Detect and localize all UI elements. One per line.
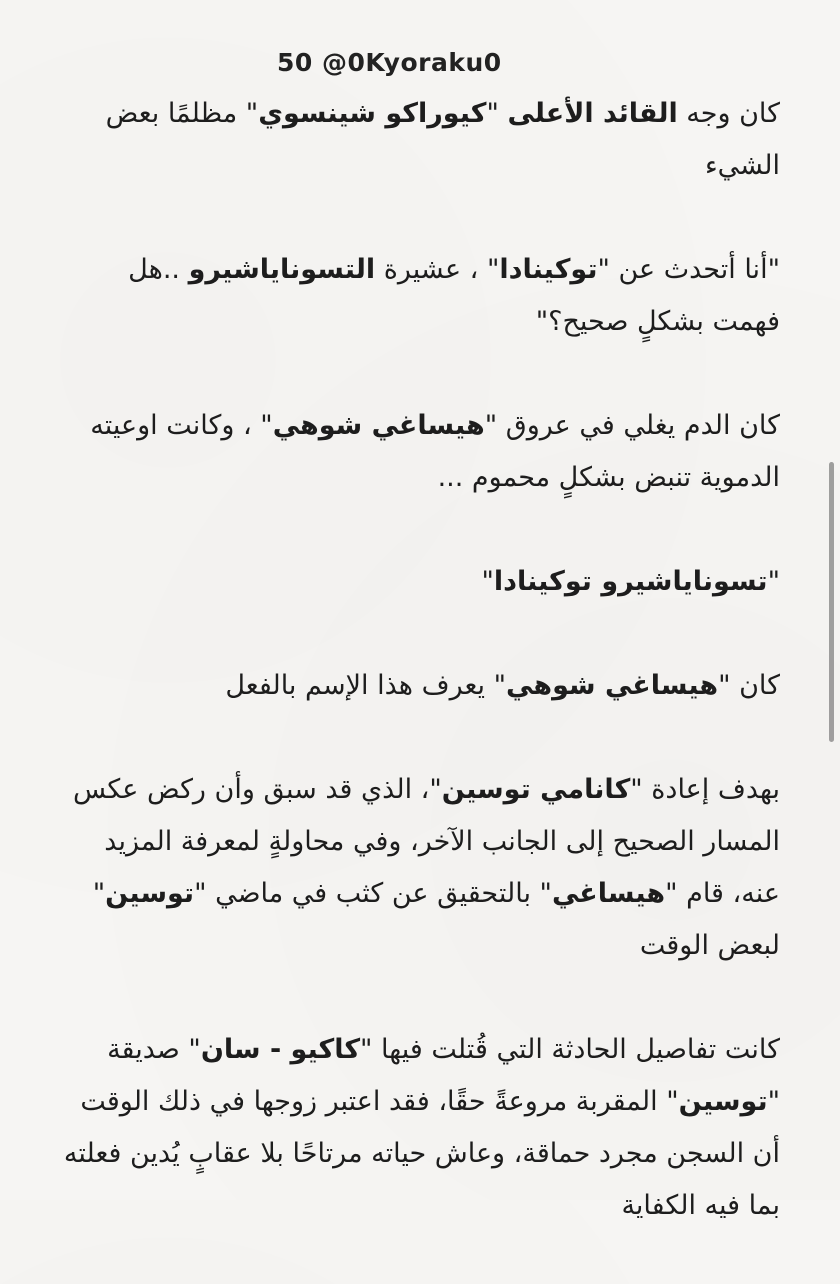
text-segment: كانت تفاصيل الحادثة التي قُتلت فيها " <box>360 1034 780 1065</box>
text-segment: "أنا أتحدث عن " <box>597 254 780 285</box>
text-segment: " <box>481 566 494 597</box>
text-segment: " بالتحقيق عن كثب في ماضي " <box>194 878 552 909</box>
bold-name-text: توكينادا <box>499 254 598 285</box>
text-segment: " <box>486 98 508 129</box>
paragraph <box>62 1024 780 1232</box>
document-body <box>62 88 780 1284</box>
text-segment: " يعرف هذا الإسم بالفعل <box>225 670 507 701</box>
paragraph <box>62 556 780 608</box>
paragraph <box>62 764 780 972</box>
text-segment: " المقربة مروعةً حقًا، فقد اعتبر زوجها في ذلك الوقت أن السجن مجرد حماقة، وعاش حياته مرتاحًا بلا عقابٍ يُدين فعلته بما فيه الكفاية <box>63 1086 780 1221</box>
paragraph <box>62 88 780 192</box>
bold-name-text: توسين <box>678 1086 768 1117</box>
document-page <box>62 40 780 1221</box>
text-segment: ..هل فهمت بشكلٍ صحيح؟" <box>128 254 780 337</box>
bold-name-text: التسوناياشيرو <box>188 254 376 285</box>
paragraph <box>62 660 780 712</box>
bold-name-text: هيساغي شوهي <box>272 410 485 441</box>
bold-name-text: القائد الأعلى <box>507 98 678 129</box>
paragraph <box>62 244 780 348</box>
text-segment: بهدف إعادة " <box>630 774 780 805</box>
text-segment: كان الدم يغلي في عروق " <box>484 410 780 441</box>
text-segment: " <box>767 566 780 597</box>
text-segment: " صديقة " <box>107 1034 780 1117</box>
bold-name-text: كاكيو - سان <box>200 1034 361 1065</box>
paragraph <box>62 400 780 504</box>
bold-name-text: كيوراكو شينسوي <box>258 98 487 129</box>
bold-name-text: هيساغي شوهي <box>506 670 719 701</box>
bold-name-text: تسوناياشيرو توكينادا <box>493 566 768 597</box>
scrollbar-thumb[interactable] <box>829 462 834 742</box>
bold-name-text: توسين <box>105 878 195 909</box>
text-segment: كان وجه <box>677 98 780 129</box>
text-segment: "، الذي قد سبق وأن ركض عكس المسار الصحيح إلى الجانب الآخر، وفي محاولةٍ لمعرفة المزيد عنه، قام " <box>72 774 780 909</box>
bold-name-text: هيساغي <box>551 878 666 909</box>
text-segment: كان " <box>718 670 780 701</box>
text-segment: " ، وكانت اوعيته الدموية تنبض بشكلٍ محموم ... <box>90 410 780 493</box>
text-segment: " ، عشيرة <box>375 254 500 285</box>
tweet-handle-header: 50 @0Kyoraku0 <box>277 48 502 77</box>
bold-name-text: كانامي توسين <box>441 774 631 805</box>
text-segment: " لبعض الوقت <box>92 878 780 961</box>
text-segment: " مظلمًا بعض الشيء <box>105 98 780 181</box>
